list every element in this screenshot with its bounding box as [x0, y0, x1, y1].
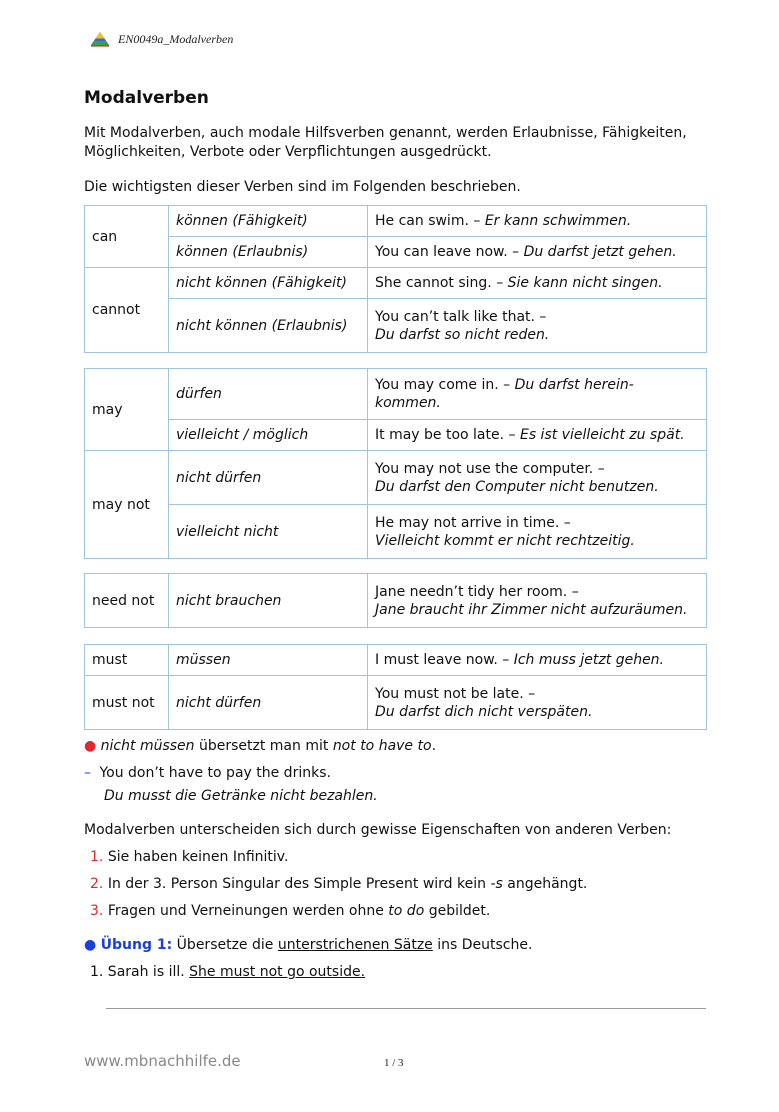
table-row: [85, 420, 707, 451]
example-cell: You may come in. – Du darfst herein- kommen.: [368, 369, 707, 420]
example-cell: It may be too late. – Es ist vielleicht zu spät.: [368, 420, 707, 451]
note-example-de: Du musst die Getränke nicht bezahlen.: [104, 788, 378, 804]
example-cell: You must not be late. – Du darfst dich nicht verspäten.: [368, 676, 707, 730]
german-meaning: nicht können (Erlaubnis): [169, 299, 368, 353]
german-meaning: vielleicht / möglich: [169, 420, 368, 451]
example-cell: He may not arrive in time. – Vielleicht kommt er nicht rechtzeitig.: [368, 505, 707, 559]
document-id: EN0049a_Modalverben: [118, 31, 234, 46]
table-row: [85, 206, 707, 237]
example-cell: You can leave now. – Du darfst jetzt gehen.: [368, 237, 707, 268]
german-meaning: nicht brauchen: [169, 574, 368, 628]
german-meaning: müssen: [169, 645, 368, 676]
table-row: [85, 505, 707, 559]
example-cell: You can’t talk like that. – Du darfst so nicht reden.: [368, 299, 707, 353]
list-item: 1. Sie haben keinen Infinitiv.: [90, 849, 289, 865]
german-meaning: können (Erlaubnis): [169, 237, 368, 268]
page-number: 1 / 3: [384, 1057, 404, 1069]
table-row: [85, 574, 707, 628]
german-meaning: dürfen: [169, 369, 368, 420]
table-must: [84, 644, 707, 730]
page-header: [90, 31, 233, 47]
german-meaning: können (Fähigkeit): [169, 206, 368, 237]
german-meaning: vielleicht nicht: [169, 505, 368, 559]
verb-cell: must not: [85, 676, 169, 730]
verb-cell: can: [85, 206, 169, 268]
bullet-icon: ●: [84, 937, 97, 953]
table-row: [85, 268, 707, 299]
page-title: Modalverben: [84, 88, 209, 108]
list-item: 3. Fragen und Verneinungen werden ohne to do gebildet.: [90, 903, 491, 919]
verb-cell: need not: [85, 574, 169, 628]
german-meaning: nicht können (Fähigkeit): [169, 268, 368, 299]
example-cell: He can swim. – Er kann schwimmen.: [368, 206, 707, 237]
example-cell: You may not use the computer. – Du darfst den Computer nicht benutzen.: [368, 451, 707, 505]
example-cell: I must leave now. – Ich muss jetzt gehen.: [368, 645, 707, 676]
verb-cell: must: [85, 645, 169, 676]
table-row: [85, 645, 707, 676]
mountain-logo-icon: [90, 31, 110, 47]
verb-cell: cannot: [85, 268, 169, 353]
intro-paragraph-2: Die wichtigsten dieser Verben sind im Folgenden beschrieben.: [84, 179, 521, 195]
list-item: 2. In der 3. Person Singular des Simple Present wird kein -s angehängt.: [90, 876, 588, 892]
verb-cell: may not: [85, 451, 169, 559]
german-meaning: nicht dürfen: [169, 676, 368, 730]
table-need-not: [84, 573, 707, 628]
intro-paragraph: Mit Modalverben, auch modale Hilfsverben genannt, werden Erlaubnisse, Fähigkeiten, Möglichkeiten, Verbote oder Verpflichtungen ausgedrückt.: [84, 125, 687, 160]
example-cell: Jane needn’t tidy her room. – Jane braucht ihr Zimmer nicht aufzuräumen.: [368, 574, 707, 628]
divider: [106, 1008, 706, 1009]
note-line: ● nicht müssen übersetzt man mit not to have to.: [84, 738, 437, 754]
table-can: [84, 205, 707, 353]
table-row: [85, 299, 707, 353]
footer-website: www.mbnachhilfe.de: [84, 1052, 241, 1070]
table-row: [85, 676, 707, 730]
german-meaning: nicht dürfen: [169, 451, 368, 505]
verb-cell: may: [85, 369, 169, 451]
bullet-icon: ●: [84, 738, 97, 754]
table-may: [84, 368, 707, 559]
properties-intro: Modalverben unterscheiden sich durch gewisse Eigenschaften von anderen Verben:: [84, 822, 672, 838]
dash-icon: –: [84, 765, 91, 781]
example-cell: She cannot sing. – Sie kann nicht singen.: [368, 268, 707, 299]
table-row: [85, 451, 707, 505]
exercise-item: 1. Sarah is ill. She must not go outside.: [90, 964, 366, 980]
table-row: [85, 369, 707, 420]
note-example: – You don’t have to pay the drinks.: [84, 765, 331, 781]
exercise-heading: ● Übung 1: Übersetze die unterstrichenen Sätze ins Deutsche.: [84, 937, 533, 953]
table-row: [85, 237, 707, 268]
